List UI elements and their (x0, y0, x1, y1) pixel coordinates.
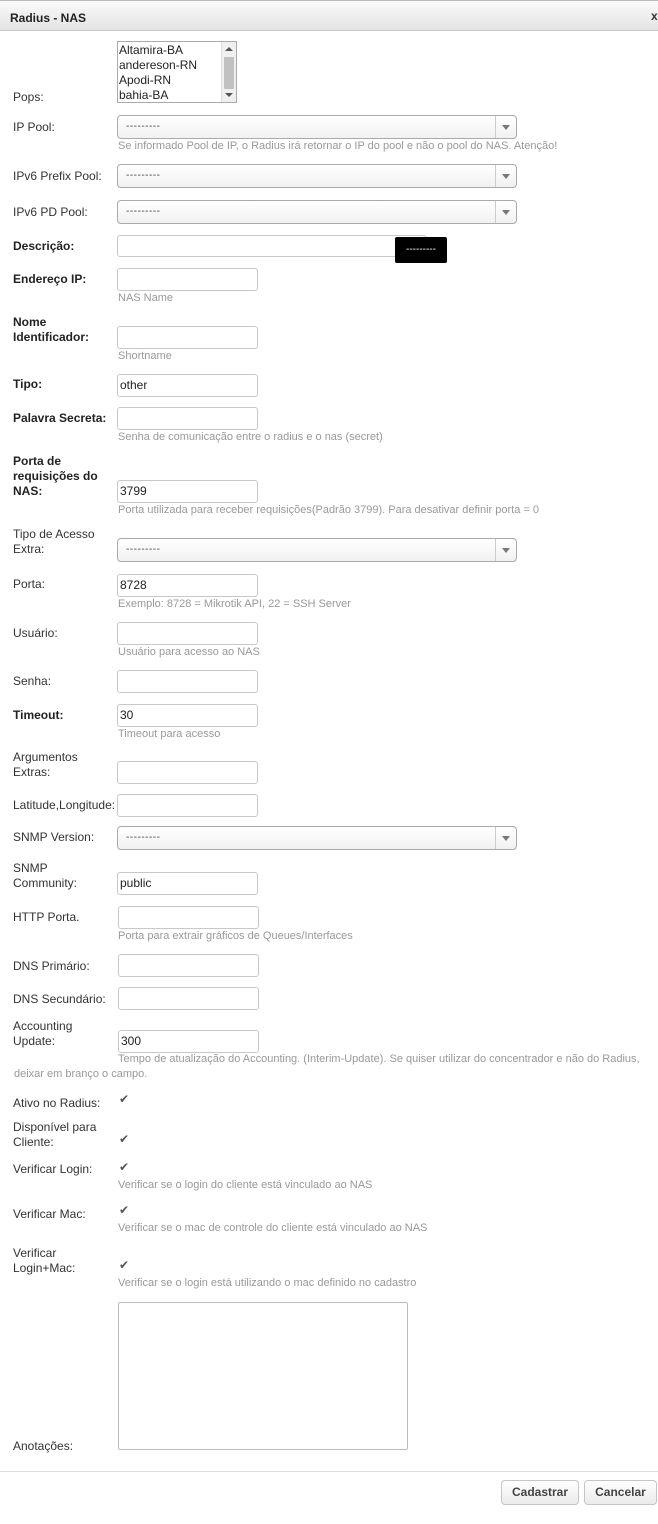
timeout-label: Timeout: (13, 708, 64, 722)
verificar-login-checkbox[interactable] (119, 1161, 131, 1173)
senha-label: Senha: (13, 674, 52, 688)
chevron-down-icon[interactable] (495, 201, 516, 223)
dns-primario-label: DNS Primário: (13, 959, 90, 973)
ipv6-prefix-pool-select[interactable] (117, 164, 517, 188)
senha-input[interactable] (117, 670, 258, 693)
nome-identificador-help: Shortname (118, 350, 172, 362)
tipo-acesso-extra-label-line2: Extra: (13, 542, 45, 556)
tipo-acesso-extra-select[interactable] (117, 538, 517, 562)
anotacoes-label: Anotações: (13, 1439, 74, 1453)
ip-pool-label: IP Pool: (13, 120, 55, 134)
tipo-label: Tipo: (13, 377, 43, 391)
tipo-input[interactable]: other (117, 374, 258, 397)
verificar-login-label: Verificar Login: (13, 1162, 93, 1176)
http-porta-label: HTTP Porta. (13, 910, 80, 924)
snmp-version-label: SNMP Version: (13, 830, 95, 844)
porta-nas-label-line3: NAS: (13, 484, 43, 498)
http-porta-help: Porta para extrair gráficos de Queues/Interfaces (118, 930, 353, 942)
lat-long-label: Latitude,Longitude: (13, 798, 116, 812)
ativo-radius-checkbox[interactable] (119, 1093, 131, 1105)
scrollbar-thumb[interactable] (224, 57, 234, 89)
lat-long-input[interactable] (117, 794, 258, 817)
window-title: Radius - NAS (10, 11, 87, 25)
pops-option[interactable]: bahia-BA (119, 88, 169, 102)
dns-primario-input[interactable] (118, 954, 259, 977)
snmp-version-select[interactable] (117, 826, 517, 850)
scroll-down-arrow-icon[interactable] (222, 90, 236, 102)
chevron-down-icon[interactable] (495, 165, 516, 187)
cadastrar-button[interactable]: Cadastrar (501, 1480, 579, 1505)
cancelar-button[interactable]: Cancelar (584, 1480, 657, 1505)
verificar-login-mac-label-line1: Verificar (13, 1246, 57, 1260)
nome-identificador-label-line2: Identificador: (13, 330, 90, 344)
porta-nas-input[interactable]: 3799 (117, 480, 258, 503)
usuario-help: Usuário para acesso ao NAS (118, 646, 260, 658)
argumentos-extras-label-line2: Extras: (13, 765, 51, 779)
porta-input[interactable]: 8728 (117, 574, 258, 597)
endereco-ip-help: NAS Name (118, 292, 174, 304)
palavra-secreta-help: Senha de comunicação entre o radius e o nas (secret) (118, 431, 383, 443)
verificar-mac-checkbox[interactable] (119, 1204, 131, 1216)
disponivel-cliente-label-line2: Cliente: (13, 1135, 54, 1149)
ip-pool-help: Se informado Pool de IP, o Radius irá retornar o IP do pool e não o pool do NAS. Atenção! (118, 140, 558, 152)
porta-nas-label-line2: requisições do (13, 469, 98, 483)
palavra-secreta-input[interactable] (117, 407, 258, 430)
verificar-login-mac-help: Verificar se o login está utilizando o mac definido no cadastro (118, 1277, 417, 1289)
nome-identificador-input[interactable] (117, 326, 258, 349)
dns-secundario-input[interactable] (118, 987, 259, 1010)
usuario-label: Usuário: (13, 626, 58, 640)
argumentos-extras-label-line1: Argumentos (13, 750, 78, 764)
accounting-update-help-line2: deixar em branço o campo. (14, 1068, 148, 1080)
verificar-login-mac-label-line2: Login+Mac: (13, 1261, 76, 1275)
ipv6-pd-pool-select[interactable] (117, 200, 517, 224)
verificar-mac-label: Verificar Mac: (13, 1207, 86, 1221)
porta-help: Exemplo: 8728 = Mikrotik API, 22 = SSH Server (118, 598, 351, 610)
descricao-input[interactable] (117, 235, 427, 257)
snmp-version-value: --------- (126, 832, 161, 843)
ip-pool-select[interactable] (117, 115, 517, 139)
disponivel-cliente-label-line1: Disponível para (13, 1120, 97, 1134)
verificar-login-mac-checkbox[interactable] (119, 1259, 131, 1271)
ip-pool-value: --------- (126, 121, 161, 132)
pops-option[interactable]: Apodi-RN (119, 73, 172, 87)
pops-option[interactable]: Altamira-BA (119, 43, 184, 57)
palavra-secreta-label: Palavra Secreta: (13, 411, 107, 425)
accounting-update-input[interactable]: 300 (118, 1030, 259, 1053)
close-icon[interactable]: x (651, 9, 658, 23)
window-titlebar (0, 0, 658, 31)
porta-label: Porta: (13, 577, 46, 591)
ipv6-prefix-pool-value: --------- (126, 170, 161, 181)
argumentos-extras-input[interactable] (117, 761, 258, 784)
verificar-login-help: Verificar se o login do cliente está vinculado ao NAS (118, 1179, 373, 1191)
pops-label: Pops: (13, 90, 44, 104)
accounting-update-label-line2: Update: (13, 1034, 56, 1048)
descricao-label: Descrição: (13, 239, 75, 253)
chevron-down-icon[interactable] (495, 539, 516, 561)
porta-nas-label-line1: Porta de (13, 454, 62, 468)
timeout-input[interactable]: 30 (117, 704, 258, 727)
http-porta-input[interactable] (118, 906, 259, 929)
porta-nas-help: Porta utilizada para receber requisições(Padrão 3799). Para desativar definir porta = 0 (118, 504, 539, 516)
snmp-community-label-line1: SNMP (13, 861, 48, 875)
tipo-acesso-extra-label-line1: Tipo de Acesso (13, 527, 95, 541)
disponivel-cliente-checkbox[interactable] (119, 1133, 131, 1145)
chevron-down-icon[interactable] (495, 827, 516, 849)
anotacoes-textarea[interactable] (118, 1302, 408, 1450)
timeout-help: Timeout para acesso (118, 728, 221, 740)
dns-secundario-label: DNS Secundário: (13, 992, 106, 1006)
accounting-update-label-line1: Accounting (13, 1019, 73, 1033)
endereco-ip-input[interactable] (117, 268, 258, 291)
ativo-radius-label: Ativo no Radius: (13, 1096, 101, 1110)
pops-option[interactable]: andereson-RN (119, 58, 198, 72)
accounting-update-help-line1: Tempo de atualização do Accounting. (Interim-Update). Se quiser utilizar do concentrador e não do Radius, (118, 1053, 640, 1065)
ipv6-pd-pool-value: --------- (126, 206, 161, 217)
pops-listbox[interactable] (117, 41, 237, 103)
nome-identificador-label-line1: Nome (13, 315, 47, 329)
snmp-community-input[interactable]: public (117, 872, 258, 895)
ipv6-pd-pool-label: IPv6 PD Pool: (13, 205, 88, 219)
endereco-ip-label: Endereço IP: (13, 272, 87, 286)
ipv6-prefix-pool-label: IPv6 Prefix Pool: (13, 169, 102, 183)
descricao-tooltip: --------- (395, 237, 447, 263)
verificar-mac-help: Verificar se o mac de controle do cliente está vinculado ao NAS (118, 1222, 428, 1234)
tipo-acesso-extra-value: --------- (126, 544, 161, 555)
snmp-community-label-line2: Community: (13, 876, 78, 890)
scroll-up-arrow-icon[interactable] (222, 42, 236, 54)
usuario-input[interactable] (117, 622, 258, 645)
chevron-down-icon[interactable] (495, 116, 516, 138)
